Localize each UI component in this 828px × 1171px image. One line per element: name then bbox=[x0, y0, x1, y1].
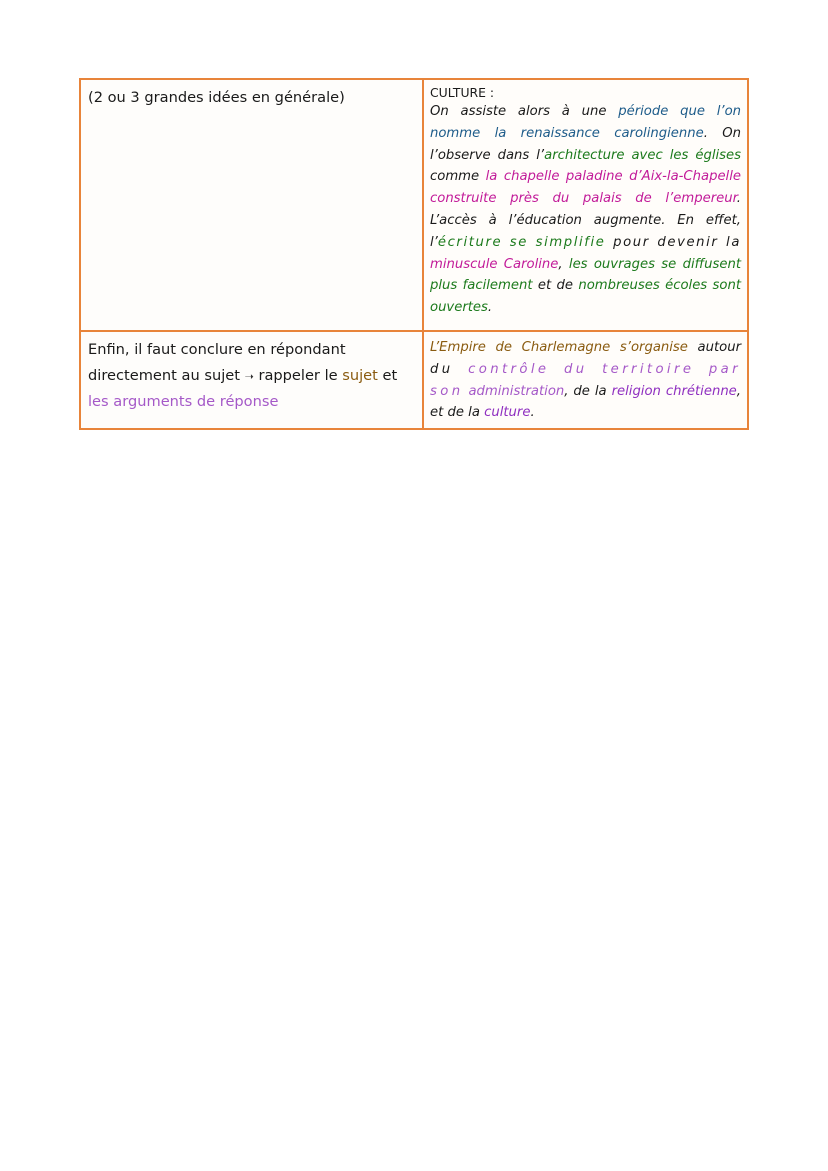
text-run: période que l’on nomme la renaissance carolingienne bbox=[430, 104, 741, 141]
table-row bbox=[80, 79, 748, 331]
example-cell bbox=[423, 79, 748, 331]
text-run: , bbox=[558, 256, 569, 272]
plan-table bbox=[79, 78, 749, 430]
text-run: pour devenir la bbox=[605, 234, 741, 250]
text-run: nombreuses écoles sont ouvertes bbox=[430, 278, 741, 316]
text-run: sujet bbox=[342, 366, 378, 384]
text-run: écriture se simplifie bbox=[437, 234, 606, 250]
text-run: architecture avec les églises bbox=[544, 147, 742, 163]
text-run: , de la bbox=[564, 383, 612, 399]
section-heading: CULTURE : bbox=[430, 85, 495, 100]
text-run: . bbox=[487, 300, 493, 316]
text-run: Enfin, il faut conclure en répondant directement au sujet bbox=[88, 341, 346, 384]
text-run: autour bbox=[687, 340, 741, 355]
text-run: . bbox=[530, 405, 535, 421]
text-run: du bbox=[430, 361, 469, 377]
arrow-icon: ➝ bbox=[244, 369, 254, 383]
text-run: et bbox=[377, 366, 398, 384]
text-run: rappeler le bbox=[253, 366, 343, 384]
table-row bbox=[80, 331, 748, 429]
example-cell bbox=[423, 331, 748, 429]
text-run: minuscule Caroline bbox=[430, 256, 559, 272]
text-run: . On l’observe dans l’ bbox=[430, 125, 741, 163]
text-run: les arguments de réponse bbox=[88, 393, 279, 410]
method-text: (2 ou 3 grandes idées en générale) bbox=[88, 89, 345, 106]
text-run: comme bbox=[430, 169, 486, 185]
text-run: culture bbox=[484, 405, 531, 421]
method-paragraph bbox=[88, 341, 397, 410]
text-run: . L’accès à l’éducation augmente. En effet, l’ bbox=[430, 191, 741, 250]
method-cell bbox=[80, 331, 423, 429]
text-run: , et de la bbox=[430, 383, 741, 421]
text-run: les ouvrages se diffusent plus facilement bbox=[430, 256, 741, 294]
text-run: contrôle du territoire par son bbox=[430, 361, 741, 399]
method-cell bbox=[80, 79, 423, 331]
conclusion-paragraph bbox=[430, 340, 741, 420]
text-run: et de bbox=[532, 278, 579, 294]
text-run: L’Empire de Charlemagne s’organise bbox=[430, 340, 688, 355]
text-run: la chapelle paladine d’Aix-la-Chapelle construite près du palais de l’empereur bbox=[430, 169, 741, 207]
text-run: religion chrétienne bbox=[611, 383, 737, 399]
text-run: administration bbox=[468, 383, 565, 399]
text-run: On assiste alors à une bbox=[430, 104, 619, 119]
example-paragraph bbox=[430, 104, 741, 315]
